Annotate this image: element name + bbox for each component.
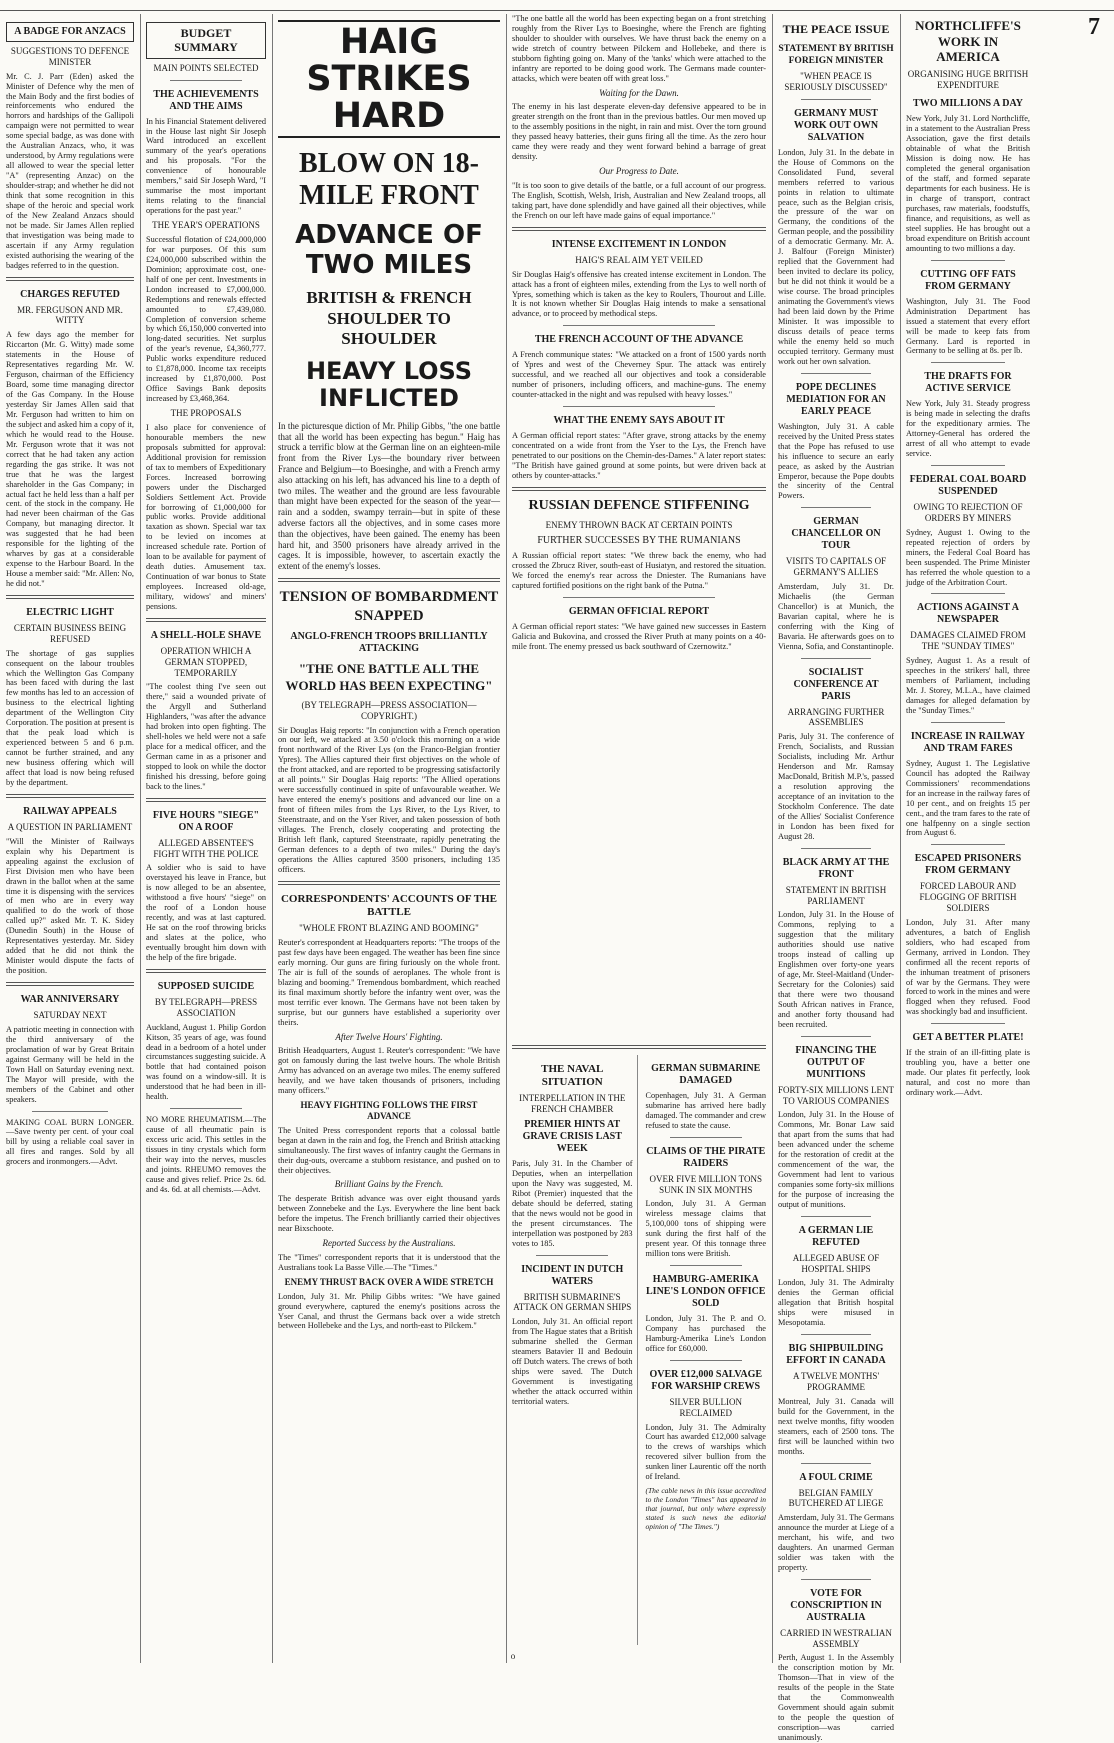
subheading: ENEMY THROWN BACK AT CERTAIN POINTS [545,520,733,531]
page-number: 7 [1088,14,1100,40]
headline: HEAVY LOSS INFLICTED [305,356,473,413]
article-body: The United Press correspondent reports that a colossal battle began at dawn in the rain and fog, the French and British attacking simultaneously. The first waves of infantry caught the Germans in their dug-outs, overcame a stubborn resistance, and pushed on to their objectives. [278,1125,500,1175]
headline: BLOW ON 18-MILE FRONT [299,148,479,212]
column-rule [140,14,141,1663]
subheading: Waiting for the Dawn. [599,87,679,98]
divider [146,798,266,802]
masthead-strip [0,0,1114,11]
subheading: OPERATION WHICH A GERMAN STOPPED, TEMPORARILY [160,646,252,678]
headline: THE DRAFTS FOR ACTIVE SERVICE [924,371,1012,395]
headline: FIVE HOURS "SIEGE" ON A ROOF [152,809,260,833]
war-news-section [512,14,766,1039]
subheading: DAMAGES CLAIMED FROM THE "SUNDAY TIMES" [910,630,1026,652]
subheading: SUGGESTIONS TO DEFENCE MINISTER [10,46,130,67]
divider [563,406,715,407]
column-rule [272,14,273,1663]
subheading: A QUESTION IN PARLIAMENT [7,821,133,832]
subheading: THE PROPOSALS [170,408,242,419]
article-body: Amsterdam, July 31. The Germans announce the murder at Liege of a merchant, his wife, and two daughters. An unarmed German soldier was taken with the property. [778,1513,894,1572]
divider [563,597,715,598]
divider [801,1334,871,1335]
divider [670,1360,742,1361]
article-body: A patriotic meeting in connection with the third anniversary of the proclamation of war by Great Britain against Germany will be held in the Town Hall on Saturday evening next. The Mayor will preside, with the members of the Cabinet and other speakers. [6,1024,134,1104]
headline: BUDGET SUMMARY [146,22,266,59]
headline: ACTIONS AGAINST A NEWSPAPER [916,602,1020,626]
divider [801,658,871,659]
subheading: ORGANISING HUGE BRITISH EXPENDITURE [907,68,1029,90]
divider [146,969,266,973]
divider [801,1463,871,1464]
article [6,806,134,976]
column-4 [512,14,766,1663]
divider [931,362,1005,363]
article-body: Sydney, August 1. Owing to the repeated rejection of orders by miners, the Federal Coal Board has been suspended. The Prime Minister has referred the whole question to a judge of the Arbitration Court. [906,527,1030,587]
headline: RAILWAY APPEALS [23,805,117,817]
divider [170,1108,242,1109]
divider [6,982,134,986]
headline: GERMAN OFFICIAL REPORT [568,606,710,617]
advertisement: MAKING COAL BURN LONGER.—Save twenty per cent. of your coal bill by using a reliable coal saver in all fires and ranges. Sold by all grocers and ironmongers.—Advt. [6,1117,134,1167]
subheading: HEAVY FIGHTING FOLLOWS THE FIRST ADVANCE [300,1100,478,1121]
headline: ELECTRIC LIGHT [26,607,114,619]
headline: INCREASE IN RAILWAY AND TRAM FARES [910,730,1026,754]
column-5 [778,14,894,1743]
subheading: ARRANGING FURTHER ASSEMBLIES [787,706,885,728]
article-body: A Russian official report states: "We threw back the enemy, who had crossed the Zbrucz River, south-east of Husiatyn, and restored the situation. We forced the enemy's rear across the Dniester. The Rumanians have captured fortified positions on the right bank of the Putna." [512,551,766,591]
column-rule [900,14,901,1663]
divider [278,578,500,582]
divider [931,593,1005,594]
divider [931,722,1005,723]
headline: GET A BETTER PLATE! [912,1032,1024,1044]
headline: CLAIMS OF THE PIRATE RAIDERS [646,1145,766,1169]
article-body: A German official report states: "We have gained new successes in Eastern Galicia and Bukovina, and crossed the River Pruth at many points on a 40-mile front. The enemy pressed us back southward of Czernowitz." [512,622,766,651]
divider [801,848,871,849]
column-6 [906,14,1030,1663]
article-body: London, July 31. Mr. Philip Gibbs writes: "We have gained ground everywhere, captured the enemy's positions across the Yser Canal, and thrust the Germans back over a wide stretch between Hollebeke and the Lys, and north-east to Pilckem." [278,1291,500,1331]
headline: WAR ANNIVERSARY [20,994,120,1006]
article-body: Sydney, August 1. The Legislative Council has adopted the Railway Commissioners' recommendations for an increase in the railway fares of 10 per cent., and on freights 15 per cent., and the tram fares to the rate of one halfpenny on a single section from August 6. [906,758,1030,838]
headline: FEDERAL COAL BOARD SUSPENDED [909,474,1027,498]
article-body: British Headquarters, August 1. Reuter's correspondent: "We have got on famously during the last twelve hours. The whole British Army has advanced on an average two miles. The enemy suffered heavily, and we have taken thousands of prisoners, including many officers." [278,1046,500,1096]
divider [931,844,1005,845]
article-body: A German official report states: "After grave, strong attacks by the enemy concentrated on a wide front from the Yser to the Lys, the French have penetrated to our positions on the Chemin-des-Dames." A later report states: "The British have gained ground at some points, but were driven back at others by counter-attacks." [512,431,766,480]
page-footer-mark: o [510,1651,516,1661]
article-body: Washington, July 31. The Food Administration Department has issued a statement that every effort will be made to keep fats from Germany. Lard is reported in Germany to be selling at 8s. per lb. [906,296,1030,356]
headline: HAMBURG-AMERIKA LINE'S LONDON OFFICE SOLD [646,1274,766,1310]
article-body: Reuter's correspondent at Headquarters reports: "The troops of the past few days have been engaged. The weather has been fine since early morning. Our guns are firing furiously on the whole front. The air is full of the sounds of aeroplanes. The whole front is blazing and booming." Tremendous bombardment, which reached its final maximum shortly before the infantry went over, was the most terrific ever known. The Germans have not been taken by surprise, but our gunners have established a superiority over theirs. [278,937,500,1027]
headline: POPE DECLINES MEDIATION FOR AN EARLY PEACE [786,381,886,417]
headline: OVER £12,000 SALVAGE FOR WARSHIP CREWS [649,1368,763,1392]
headline: BRITISH & FRENCH SHOULDER TO SHOULDER [306,288,472,349]
article [6,994,134,1104]
headline: CHARGES REFUTED [20,288,120,300]
column-rule [506,14,507,1663]
subheading: SATURDAY NEXT [33,1010,107,1021]
article-body: Copenhagen, July 31. A German submarine has arrived here badly damaged. The commander and crew refused to state the cause. [645,1091,766,1130]
byline: (BY TELEGRAPH—PRESS ASSOCIATION—COPYRIGHT.) [301,699,477,721]
headline: FINANCING THE OUTPUT OF MUNITIONS [795,1044,877,1080]
article-body: "Will the Minister of Railways explain why his Department is appealing against the exclusion of First Division men who have been drawn in the ballot when at the same time it is dispensing with the services of men who are in every way qualified to do the work of those called up?" asked Mr. T. K. Sidey (Dunedin South) in the House of Representatives yesterday. Mr. Sidey added that he did not think the Minister would dispute the facts of the position. [6,836,134,976]
divider [32,1111,109,1112]
article-body: London, July 31. The Admiralty denies the German official allegation that British hospital ships were misused in Mesopotamia. [778,1278,894,1328]
article-body: I also place for convenience of honourable members the new proposals submitted for approval: Additional provision for remission of tax to members of Expeditionary Forces. Increased borrowing powers under the Discharged Soldiers Settlement Act. Provide for borrowing of £1,000,000 for public works. Provide additional taxation as shown. Special war tax to be levied on incomes at increased schedule rate. Portion of loan to be available for payment of death duties. Amusement tax. Continuation of war bonus to State employees. Increased old-age, military, widows' and miners' pensions. [146,422,266,612]
divider [801,373,871,374]
sub-column-right [646,1055,767,1645]
divider [536,1255,608,1256]
article-body: A French communique states: "We attacked on a front of 1500 yards north of Ypres and west of the Cheverney Spur. The attack was entirely successful, and we reached all our objectives and took a considerable number of prisoners, including officers, and machine-guns. The enemy counter-attacked in the night and was repulsed with heavy losses." [512,350,766,400]
article [6,22,134,271]
divider [512,227,766,231]
divider [512,487,766,491]
subheading: SILVER BULLION RECLAIMED [669,1396,742,1418]
article-body: London, July 31. The P. and O. Company has purchased the Hamburg-Amerika Line's London office for £60,000. [645,1314,766,1353]
headline: CUTTING OFF FATS FROM GERMANY [920,268,1016,292]
article-body: Paris, July 31. The conference of French, Socialists, and Russian Socialists, including Mr. Arthur Henderson and Mr. Ramsay MacDonald, British M.P.'s, passed a resolution approving the acceptance of an invitation to the Stockholm Conference. The date of the Allies' Socialist Conference in London has been fixed for August 28. [778,732,894,841]
subheading: THE YEAR'S OPERATIONS [152,220,260,231]
article-body: Washington, July 31. A cable received by the United Press states that the Pope has refused to use his influence to secure an early peace, as asked by the Austrian Emperor, because the Pope doubts the sincerity of the Central Powers. [778,421,894,501]
article-body: Perth, August 1. In the Assembly the conscription motion by Mr. Thomson—That in view of the results of the people in the State that the Commonwealth Government should again submit to the people the question of conscription—was carried unanimously. [778,1653,894,1743]
divider [6,595,134,599]
article-body: New York, July 31. Lord Northcliffe, in a statement to the Australian Press Association, gave the first details obtainable of what the British Mission is doing now. He has completed the general organisation of the staff, and formed separate departments for each business. He is in charge of transport, contract purchases, raw materials, foodstuffs, finance, and requisitions, as well as steel supplies. He has brought out a broad expenditure on British account amounting to two millions a day. [906,114,1030,253]
subheading: ENEMY THRUST BACK OVER A WIDE STRETCH [284,1276,494,1287]
subheading: CARRIED IN WESTRALIAN ASSEMBLY [780,1627,892,1649]
divider [931,1023,1005,1024]
headline: RUSSIAN DEFENCE STIFFENING [528,497,750,513]
article-body: "The one battle all the world has been expecting began on a front stretching roughly from the River Lys to Boesinghe, where the French are fighting shoulder to shoulder with ourselves. We have thrust back the enemy on a wide stretch of country between Pilckem and Hollebeke, and there is stubborn fighting going on. Many of the 'tanks' which were attached to the infantry are reported to be doing good work. The Germans made counter-attacks, which were beaten off with great loss." [512,14,766,83]
subheading: ALLEGED ABSENTEE'S FIGHT WITH THE POLICE [153,837,259,859]
article-body: The enemy in his last desperate eleven-day defensive appeared to be in greater strength on the front than in the previous battles. Our men moved up to the assembly positions in the night, in rain and mist. Over the torn ground they passed heavy batteries, their guns firing all the time. As the zero hour came they were ready and they went forward behind a barrage of great density. [512,102,766,162]
lead-paragraph: In the picturesque diction of Mr. Philip Gibbs, "the one battle that all the world has been expecting has begun." Haig has struck a terrific blow at the German line on an eighteen-mile front from the River Lys—the boundary river between France and Belgium—to Boesinghe, and with a French army also attacking on his left, has advanced his line to a depth of two miles. The weather and the ground are less favourable than might have been expected for the season of the year—rain and a sodden, swampy terrain—but in spite of these adverse factors all the objectives, and in some cases more than the objectives, have been gained. The enemy has been hard hit, and 3500 prisoners have already arrived in the cages. It is impossible, however, to ascertain exactly the extent of the enemy's losses. [278,420,500,572]
subheading: HAIG'S REAL AIM YET VEILED [575,254,703,265]
headline: THE PEACE ISSUE [782,22,890,36]
headline: BIG SHIPBUILDING EFFORT IN CANADA [786,1343,886,1367]
article-body: New York, July 31. Steady progress is being made in selecting the drafts for the expeditionary armies. The Attorney-General has ordered the arrest of all who attempt to evade service. [906,399,1030,459]
headline: THE ACHIEVEMENTS AND THE AIMS [153,88,259,112]
subheading: FURTHER SUCCESSES BY THE RUMANIANS [537,535,741,547]
article-body: Auckland, August 1. Philip Gordon Kitson, 35 years of age, was found dead in a bedroom of a hotel under circumstances suggesting suicide. A bottle that had contained poison was found on a window-sill. It is understood that he had been in ill-health. [146,1022,266,1102]
subheading: Brilliant Gains by the French. [334,1179,444,1190]
divider [670,1137,742,1138]
article-body: The shortage of gas supplies consequent on the labour troubles which the Wellington Gas Company has been faced with during the last few months has led to an accession of business to the electrical lighting department of the Wellington City Corporation. The position at present is that the peak load which is experienced between 5 and 6 p.m. cannot be further strained, and any new business offering which will affect that load is now being refused by the department. [6,648,134,788]
advertisement: NO MORE RHEUMATISM.—The cause of all rheumatic pain is excess uric acid. This settles in the tissues in tiny crystals which form their way into the nerves, muscles and joints. RHEUMO removes the cause and gives relief. Price 2s. 6d. and 4s. 6d. at all chemists.—Advt. [146,1115,266,1194]
subheading: BRITISH SUBMARINE'S ATTACK ON GERMAN SHIPS [513,1291,632,1313]
article-body: London, July 31. A German wireless message claims that 5,100,000 tons of shipping were sunk during the first half of the present year. Of this tonnage three million tons were British. [645,1199,766,1259]
subheading: TWO MILLIONS A DAY [913,98,1023,110]
divider [6,277,134,281]
article-body: The "Times" correspondent reports that it is understood that the Australians took La Basse Ville.—The "Times." [278,1252,500,1272]
subheading: BELGIAN FAMILY BUTCHERED AT LIEGE [788,1487,884,1509]
headline: BLACK ARMY AT THE FRONT [782,856,890,880]
article-body: London, July 31. After many adventures, a batch of English soldiers, who had escaped from Germany, arrived in London. They confirmed all the recent reports of the inhuman treatment of prisoners of war by the Germans. They were forced to work in the mines and were flogged when they refused. Food was shockingly bad and insufficient. [906,917,1030,1017]
headline: VOTE FOR CONSCRIPTION IN AUSTRALIA [790,1587,882,1623]
divider [801,99,871,100]
naval-section [512,1055,766,1645]
subheading: VISITS TO CAPITALS OF GERMANY'S ALLIES [785,556,887,578]
article-body: In his Financial Statement delivered in the House last night Sir Joseph Ward introduced an excellent summary of the year's operations and his proposals. "For the convenience of honourable members," said Sir Joseph Ward, "I summarise the most important items relating to the financial operations for the past year." [146,116,266,216]
headline: CORRESPONDENTS' ACCOUNTS OF THE BATTLE [280,892,498,918]
article-body: The desperate British advance was over eight thousand yards between Zonnebeke and the Lys. Everywhere the line bent back before the impetus. The French brilliantly carried their objectives near Bixschoote. [278,1194,500,1234]
article-body: Sir Douglas Haig's offensive has created intense excitement in London. The attack has a front of eighteen miles, extending from the Lys to well north of Ypres, something which is taken as the key to Roulers, Thourout and Lille. It is not known whether Sir Douglas Haig intends to make a sensational advance, or to proceed by methodical steps. [512,269,766,319]
divider [931,260,1005,261]
headline: A FOUL CRIME [799,1471,873,1483]
sub-column-left [512,1055,638,1645]
subheading: STATEMENT BY BRITISH FOREIGN MINISTER [778,44,894,66]
subheading: MR. FERGUSON AND MR. WITTY [17,304,123,326]
headline: THE FRENCH ACCOUNT OF THE ADVANCE [534,334,744,346]
subheading: "WHOLE FRONT BLAZING AND BOOMING" [299,923,479,934]
divider [170,80,242,81]
headline: TENSION OF BOMBARDMENT SNAPPED [279,588,499,624]
article-body: Paris, July 31. In the Chamber of Deputies, when an interpellation upon the Navy was suggested, M. Ribot (Premier) inquested that the debate should be deferred, stating that the news would not be good in the present circumstances. The interpellation was postponed by 283 votes to 185. [512,1158,633,1248]
advertisement: If the strain of an ill-fitting plate is troubling you, have a better one made. Our plates fit perfectly, look natural, and cost no more than ordinary work.—Advt. [906,1048,1030,1098]
subheading: "WHEN PEACE IS SERIOUSLY DISCUSSED" [784,71,888,92]
headline: GERMAN CHANCELLOR ON TOUR [791,516,881,552]
subheading: CERTAIN BUSINESS BEING REFUSED [13,623,127,644]
headline: SOCIALIST CONFERENCE AT PARIS [793,666,879,702]
subheading: Our Progress to Date. [599,166,679,177]
headline: ESCAPED PRISONERS FROM GERMANY [914,853,1022,877]
article-body: London, July 31. In the House of Commons, replying to a suggestion that the military authorities should use native troops instead of calling up Englishmen over forty-one years of age, Mr. Steel-Maitland (Under-Secretary for the Colonies) said that there were two thousand South African natives in France, and another forty thousand had been recruited. [778,910,894,1029]
subheading: After Twelve Hours' Fighting. [335,1031,443,1042]
subheading: A TWELVE MONTHS' PROGRAMME [792,1371,880,1393]
headline: SUPPOSED SUICIDE [157,981,255,993]
subheading: BY TELEGRAPH—PRESS ASSOCIATION [154,997,258,1018]
column-1 [6,14,134,1663]
subheading: ALLEGED ABUSE OF HOSPITAL SHIPS [792,1252,880,1274]
subheading: Reported Success by the Australians. [322,1238,456,1249]
article-body: Amsterdam, July 31. Dr. Michaelis (the German Chancellor) is at Munich, the Bavarian capital, where he is conferring with the King of Bavaria. He afterwards goes on to Vienna, Sofia, and Constantinople. [778,581,894,651]
article-body: London, July 31. In the House of Commons, Mr. Bonar Law said that apart from the sums that had been advanced under the scheme for the restoration of credit at the commencement of the war, the Government had lent to various companies some forty-six millions for the purpose of increasing the output of munitions. [778,1110,894,1209]
divider [801,1579,871,1580]
divider [670,1265,742,1266]
divider [278,881,500,885]
divider [6,794,134,798]
main-headline: HAIG STRIKES HARD [278,20,500,138]
article-body: Sydney, August 1. As a result of speeches in the strikers' hall, three members of Parliament, including Mr. J. Storey, M.L.A., have claimed damages for alleged defamation by the "Sunday Times." [906,656,1030,715]
subheading: OWING TO REJECTION OF ORDERS BY MINERS [913,502,1023,523]
headline: INTENSE EXCITEMENT IN LONDON [551,238,727,250]
article-body: Montreal, July 31. Canada will build for the Government, in the next twelve months, fifty wooden steamers, each of 2500 tons. The first will be launched within two months. [778,1396,894,1456]
article [6,607,134,788]
headline: GERMANY MUST WORK OUT OWN SALVATION [793,107,879,143]
article-body: Mr. C. J. Parr (Eden) asked the Minister of Defence why the men of the Main Body and the first bodies of reinforcements who endured the horrors and hardships of the Gallipoli campaign were not permitted to wear some special badge, as was done with the Australian Anzacs, who, it was understood, by Army regulations were all allowed to wear the special letter "A" (representing Anzac) on the shoulder-strap; and whether he did not think that some recognition in this shape of the heroic and special work of the New Zealand Anzacs should not be made. Sir James Allen replied that investigation was being made to ascertain if any Army regulation existed authorising the wearing of the badges referred to in the question. [6,71,134,270]
subheading: FORTY-SIX MILLIONS LENT TO VARIOUS COMPANIES [778,1084,894,1106]
divider [801,507,871,508]
headline: WHAT THE ENEMY SAYS ABOUT IT [553,415,725,427]
article-body: A soldier who is said to have overstayed his leave in France, but is now alleged to be an absentee, withstood a five hours' "siege" on the roof of a London house recently, and was at last captured. He sat on the roof throwing bricks and slates at the police, who eventually brought him down with the help of the fire brigade. [146,863,266,963]
subheading: MAIN POINTS SELECTED [153,62,259,73]
headline: A BADGE FOR ANZACS [6,22,134,42]
headline: A SHELL-HOLE SHAVE [150,630,262,642]
column-2 [146,14,266,1663]
divider [512,1045,766,1049]
divider [146,618,266,622]
article-body: London, July 31. The Admiralty Court has awarded £12,000 salvage to the crews of warships which recovered silver bullion from the sunken liner Laurentic off the north of Ireland. [645,1422,766,1482]
headline: NORTHCLIFFE'S WORK IN AMERICA [915,18,1021,65]
divider [801,1216,871,1217]
article-body: Sir Douglas Haig reports: "In conjunction with a French operation on our left, we attacked at 3.50 o'clock this morning on a wide front northward of the River Lys (on the Franco-Belgian frontier Ypres). The Allies captured their first objectives on the whole of the front attacked, and are reported to be progressing satisfactorily at all points." Sir Douglas Haig reports: "The Allied operations were successfully continued in spite of unfavourable weather. We have entered the enemy's positions and advanced our line on a front of fifteen miles from the Lys River, to the Lys River, to Steenstraate, and on the Yser River, and taken possession of both villages. The French, closely cooperating and protecting the British left flank, captured Steenstraate, rapidly penetrating the German defences to a depth of two miles." During the day's operations the Allies captured 3500 prisoners, including 135 officers. [278,725,500,874]
article-body: London, July 31. An official report from The Hague states that a British submarine shelled the German steamers Batavier II and Bedouin off Dutch waters. The crews of both ships were saved. The Dutch Government is investigating whether the attack occurred within territorial waters. [512,1317,633,1406]
subheading: INTERPELLATION IN THE FRENCH CHAMBER [519,1093,626,1115]
headline: INCIDENT IN DUTCH WATERS [521,1263,624,1287]
divider [931,465,1005,466]
article-body: "It is too soon to give details of the battle, or a full account of our progress. The English, Scottish, Welsh, Irish, Australian and New Zealand troops, all taking part, have done splendidly and have gained all their objectives, while the French on our left have made gains of equal importance." [512,180,766,220]
headline: GERMAN SUBMARINE DAMAGED [651,1063,761,1086]
subheading: ANGLO-FRENCH TROOPS BRILLIANTLY ATTACKING [290,631,488,655]
subheading: OVER FIVE MILLION TONS SUNK IN SIX MONTHS [649,1173,762,1195]
article-body: A few days ago the member for Riccarton (Mr. G. Witty) made some statements in the House of Representatives regarding Mr. W. Ferguson, chairman of the Efficiency Board, some time managing director of the Gas Company. In the House yesterday Sir James Allen said that Mr. Ferguson had written to him on the subject and asked him a copy of it, which he would read to the House. Mr. Ferguson wrote that it was not correct that he had taken any action regarding the gas strike. It was not true that he was the largest shareholder in the Gas Company; in actual fact he held less than a half per cent. of the stock in the company. He had never been chairman of the Gas Company, but managing director. It was suggested that he had been responsible for the lighting of the wharves by gas at a considerable expense to the Harbour Board. In the House a member said: "Mr. Allen: No, he did not." [6,330,134,589]
article [6,289,134,589]
divider [801,1036,871,1037]
divider [563,325,715,326]
subheading: PREMIER HINTS AT GRAVE CRISIS LAST WEEK [522,1118,622,1154]
subheading: FORCED LABOUR AND FLOGGING OF BRITISH SOLDIERS [919,881,1017,913]
column-3-main-story [278,14,500,1663]
article-body: Successful flotation of £24,000,000 for war purposes. Of this sum £24,000,000 subscribed within the Dominion; approximate cost, one-half of one per cent. Investments in London increased to £7,000,000. Redemptions and renewals effected amounted to £7,439,080. Completion of conversion scheme by which £6,150,000 converted into long-dated securities. Net surplus of the year's revenue, £4,360,777. Public works expenditure reduced to £1,878,000. Income tax receipts increased by £1,870,000. Post Office Savings Bank deposits increased by £3,468,364. [146,234,266,404]
headline: A GERMAN LIE REFUTED [798,1224,874,1248]
subheading: STATEMENT IN BRITISH PARLIAMENT [785,884,887,906]
headline: ADVANCE OF TWO MILES [295,219,483,280]
headline: "THE ONE BATTLE ALL THE WORLD HAS BEEN EXPECTING" [285,661,493,693]
footnote: (The cable news in this issue accredited to the London "Times" has appeared in that journal, but only where expressly stated is such news the editorial opinion of "The Times.") [645,1486,766,1532]
article-body: London, July 31. In the debate in the House of Commons on the Consolidated Fund, several members referred to various points in relation to ultimate peace, such as the Belgian crisis, the pressure of the war on Germany, the conditions of the German people, and the possibility of a democratic Germany. Mr. A. J. Balfour (Foreign Minister) replied that the Government had been invited to declare its policy, but he did not think it would be a wise course. The broad principles animating the Government's views had been laid down by the Prime Minister. It was impossible to discuss details of peace terms while the enemy held so much occupied territory. Germany must work out her own salvation. [778,147,894,366]
article-body: "The coolest thing I've seen out there," said a wounded private of the Argyll and Sutherland Highlanders, "was after the advance had broken into open fighting. The shell-holes we held were not a safe place for a medical officer, and the German came in as a prisoner and stopped to look on while the doctor finished his dressing, before going back to the lines." [146,682,266,791]
column-rule [772,14,773,1663]
headline: THE NAVAL SITUATION [541,1063,604,1089]
